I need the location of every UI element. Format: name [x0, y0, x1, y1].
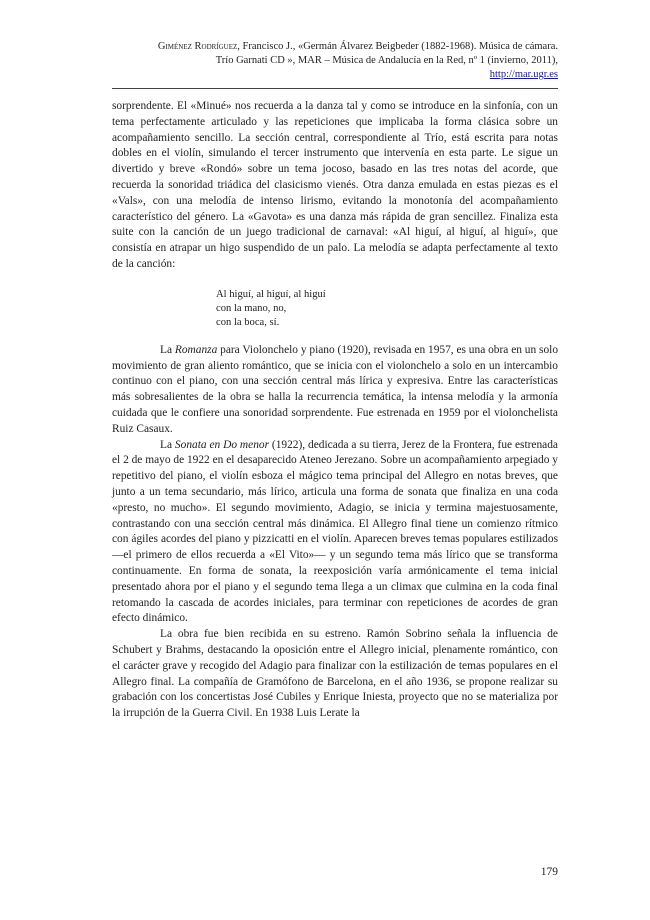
page-number: 179 — [540, 866, 558, 878]
header-citation-line-1 — [112, 40, 558, 54]
running-header — [112, 40, 558, 82]
text-span: La — [160, 343, 175, 356]
header-title: , Francisco J., «Germán Álvarez Beigbeder (1882-1968). Música de cámara. — [237, 41, 558, 52]
paragraph-reception: La obra fue bien recibida en su estreno. Ramón Sobrino señala la influencia de Schubert y Brahms, destacando la oposición entre el Allegro inicial, plenamente romántico, con el carácter grave y recogido del Adagio para finalizar con la estilización de temas populares en el Allegro final. La compañía de Gramófono de Barcelona, en el año 1936, se propone realizar su grabación con los concertistas José Cubiles y Enrique Iniesta, proyecto que no se materializa por la irrupción de la Guerra Civil. En 1938 Luis Lerate la — [112, 628, 558, 720]
verse-line-1: Al higuí, al higuí, al higuí — [216, 288, 326, 300]
verse-line-2: con la mano, no, — [216, 302, 287, 314]
paragraph-romanza — [112, 343, 558, 438]
text-span: La — [160, 438, 175, 451]
body-text — [112, 99, 558, 722]
verse-line-3: con la boca, sí. — [216, 316, 280, 328]
song-verse — [216, 288, 558, 330]
work-title-sonata: Sonata en Do menor — [174, 438, 270, 451]
paragraph-1: sorprendente. El «Minué» nos recuerda a la danza tal y como se introduce en la sinfonía, con un tema perfectamente articulado y las repeticiones que implicaba la forma clásica sobre un acompañamiento sencillo. La sección central, correspondiente al Trío, está escrita para notas dobles en el violín, simulando el tercer instrumento que intervenía en esta parte. Le sigue un divertido y breve «Rondó» sobre un tema jocoso, basado en las tres notas del acorde, que recuerda la sonoridad triádica del clasicismo vienés. Otra danza emulada en estas piezas es el «Vals», con una melodía de intenso lirismo, evitando la monotonía del acompañamiento característico del género. La «Gavota» es una danza más rápida de gran sencillez. Finaliza esta suite con la canción de un juego tradicional de carnaval: «Al higuí, al higuí, al higuí», que consistía en atrapar un higo suspendido de un palo. La melodía se adapta perfectamente al texto de la canción: — [112, 100, 558, 270]
header-rule — [112, 88, 558, 89]
header-url-link[interactable]: http://mar.ugr.es — [489, 69, 558, 80]
header-citation-line-2: Trío Garnati CD », MAR – Música de Andalucía en la Red, nº 1 (invierno, 2011), — [215, 55, 558, 66]
header-url-line — [112, 68, 558, 82]
header-author: Giménez Rodríguez — [157, 41, 238, 52]
text-span: para Violonchelo y piano (1920), revisada en 1957, es una obra en un solo movimiento de gran aliento romántico, que se inicia con el violonchelo a solo en un intercambio continuo con el piano, con una sección central más lírica y expresiva. Entre las características más sobresalientes de la obra se halla la recurrencia temática, la intensa melodía y la armonía cuidada que le confiere una sonoridad sorprendente. Fue estrenada en 1959 por el violonchelista Ruiz Casaux. — [112, 343, 559, 435]
paragraph-sonata — [112, 438, 558, 628]
text-span: (1922), dedicada a su tierra, Jerez de la Frontera, fue estrenada el 2 de mayo de 1922 en el desaparecido Ateneo Jerezano. Sobre un acompañamiento arpegiado y repetitivo del piano, el violín esboza el mágico tema principal del Allegro en notas breves, que junto a un tema secundario, más lírico, articula una forma de sonata que finaliza en una coda «presto, no mucho». El segundo movimiento, Adagio, se inicia y termina majestuosamente, contrastando con una sección central más dinámica. El Allegro final tiene un comienzo rítmico con ágiles acordes del piano y pizzicatti en el violín. Aparecen breves temas populares estilizados —el primero de ellos recuerda a «El Vito»— y un segundo tema más lírico que se transforma continuamente. En forma de sonata, la reexposición varía armónicamente el tema inicial presentado ahora por el piano y el segundo tema llega a un climax que culmina en la coda final retomando la cascada de acordes iniciales, para terminar con repeticiones de acordes de gran efecto dinámico. — [112, 438, 558, 625]
work-title-romanza: Romanza — [174, 343, 218, 356]
